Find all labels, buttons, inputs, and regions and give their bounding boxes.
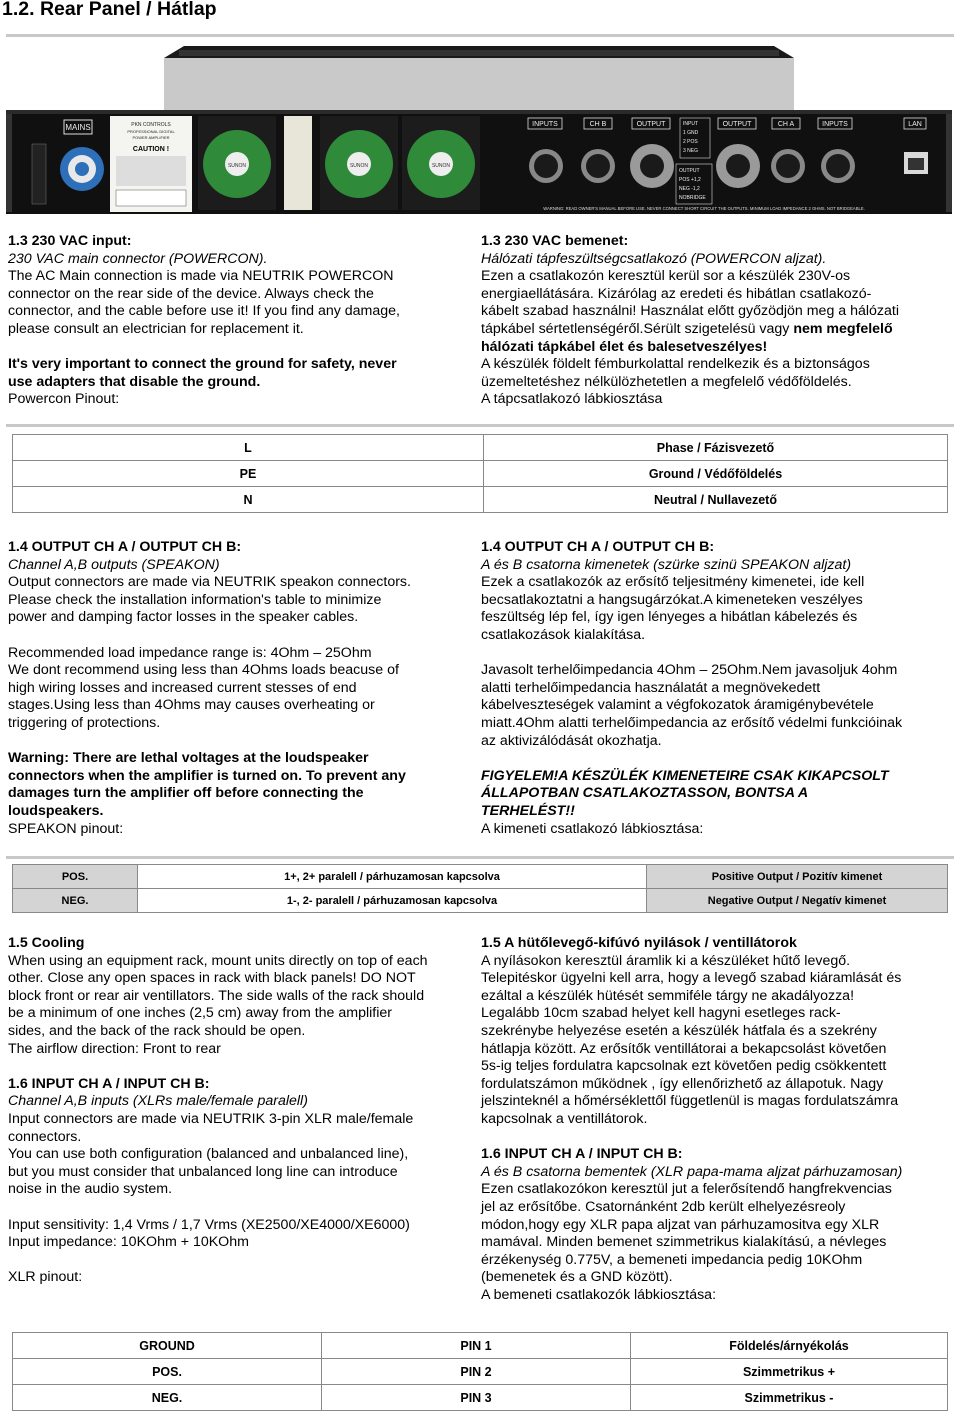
- xlr-connector: [821, 149, 855, 183]
- text-line: jel az erősítőbe. Csatornánként 2db került elhelyezésreoly: [481, 1198, 846, 1215]
- heading: 1.6 INPUT CH A / INPUT CH B:: [8, 1075, 210, 1092]
- speakon-connector: [716, 144, 760, 188]
- subtitle: Hálózati tápfeszültségcsatlakozó (POWERCON aljzat).: [481, 250, 827, 267]
- heading: 1.4 OUTPUT CH A / OUTPUT CH B:: [481, 539, 715, 555]
- table-cell: POS.: [13, 865, 138, 889]
- pinout-label: XLR pinout:: [8, 1269, 83, 1286]
- xlr-table: [12, 1332, 948, 1411]
- section-rule: [6, 424, 954, 427]
- table-cell: PIN 3: [322, 1385, 631, 1411]
- input-sensitivity: Input sensitivity: 1,4 Vrms / 1,7 Vrms (XE2500/XE4000/XE6000): [8, 1216, 410, 1233]
- xlr-connector: [581, 149, 615, 183]
- table-cell: GROUND: [13, 1333, 322, 1359]
- text-line: Input connectors are made via NEUTRIK 3-pin XLR male/female: [8, 1110, 414, 1127]
- xlr-connector: [529, 149, 563, 183]
- table-row: [13, 865, 948, 889]
- text-line: connectors.: [8, 1128, 82, 1145]
- section-1-3-en: [8, 233, 470, 409]
- text-line: módon,hogy egy XLR papa aljzat van párhuzamositva egy XLR: [481, 1216, 880, 1233]
- text-line: az aktivizálódását okozhatja.: [481, 732, 662, 749]
- text-line: but you must consider that unbalanced long line can introduce: [8, 1163, 398, 1180]
- svg-text:SUNON: SUNON: [431, 163, 451, 169]
- pinout-label: SPEAKON pinout:: [8, 820, 124, 837]
- section-1-5-1-6-hu: [481, 935, 955, 1304]
- table-cell: Szimmetrikus -: [631, 1385, 948, 1411]
- text-line: ezáltal a készülék hütését semmiféle tárgy ne akadályozza!: [481, 987, 855, 1004]
- table-cell: 1+, 2+ paralell / párhuzamosan kapcsolva: [138, 865, 647, 889]
- text-line: fordulatszámon működnek , így ellenőrizhető az állapotuk. Nagy: [481, 1075, 884, 1092]
- heading: 1.5 Cooling: [8, 935, 85, 951]
- heading: 1.4 OUTPUT CH A / OUTPUT CH B:: [8, 539, 242, 555]
- warning-strip: WARNING: READ OWNER'S MANUAL BEFORE USE. NEVER CONNECT SHORT CIRCUIT THE OUTPUTS. MINIMUM LOAD IMPEDANCE 2 OHMS. NOT BRIDGEABLE.: [543, 206, 865, 211]
- text-line: tápkábel sértetlenségéről.Sérült szigetelésü vagy nem megfelelő: [481, 320, 893, 337]
- brand-line3: POWER AMPLIFIER: [132, 135, 170, 140]
- text-line: block front or rear air ventillators. The side walls of the rack should: [8, 987, 425, 1004]
- label-ch-a: CH A: [777, 121, 795, 128]
- input-impedance: Input impedance: 10KOhm + 10KOhm: [8, 1234, 249, 1251]
- page-title: 1.2. Rear Panel / Hátlap: [2, 0, 217, 20]
- text-line: alatti terhelőimpedancia használatát a megnövekedett: [481, 679, 821, 696]
- table-cell: Positive Output / Pozitív kimenet: [647, 865, 948, 889]
- table-cell: NEG.: [13, 1385, 322, 1411]
- text-line: connector, and the cable before use it! If you find any damage,: [8, 303, 400, 320]
- text-line: The airflow direction: Front to rear: [8, 1040, 221, 1057]
- text-line: sides, and the back of the rack should be open.: [8, 1022, 306, 1039]
- table-row: [13, 461, 948, 487]
- rear-panel-image: [4, 44, 954, 216]
- text-line: Output connectors are made via NEUTRIK speakon connectors.: [8, 574, 411, 591]
- pinout-label: Powercon Pinout:: [8, 391, 120, 408]
- svg-text:2 POS: 2 POS: [683, 139, 698, 145]
- heading: 1.6 INPUT CH A / INPUT CH B:: [481, 1146, 683, 1163]
- svg-text:NEG -1,2: NEG -1,2: [679, 186, 700, 192]
- table-cell: PIN 1: [322, 1333, 631, 1359]
- section-1-3-hu: [481, 233, 951, 409]
- text-line: A nyílásokon keresztül áramlik ki a készüléket hűtő levegő.: [481, 952, 851, 969]
- pinout-label: A tápcsatlakozó lábkiosztása: [481, 391, 663, 408]
- table-cell: Neutral / Nullavezető: [484, 487, 948, 513]
- section-1-4-en: [8, 539, 470, 838]
- table-cell: NEG.: [13, 889, 138, 913]
- text-line: szekrénybe helyezése esetén a készülék hátfala és a szekrény: [481, 1022, 877, 1039]
- text-line: Ezek a csatlakozók az erősítő teljesitmény kimenetei, ide kell: [481, 574, 865, 591]
- warning-line: ÁLLAPOTBAN CSATLAKOZTASSON, BONTSA A: [481, 785, 809, 802]
- label-output-b: OUTPUT: [636, 121, 666, 128]
- label-ch-b: CH B: [589, 121, 607, 128]
- subtitle: 230 VAC main connector (POWERCON).: [8, 250, 268, 267]
- svg-text:POS +1,2: POS +1,2: [679, 177, 701, 183]
- warning-line: Warning: There are lethal voltages at the loudspeaker: [8, 750, 369, 767]
- text-line: other. Close any open spaces in rack with black panels! DO NOT: [8, 970, 416, 987]
- text-line: be a minimum of one inches (2,5 cm) away from the amplifier: [8, 1005, 392, 1022]
- table-cell: 1-, 2- paralell / párhuzamosan kapcsolva: [138, 889, 647, 913]
- text-line: Ezen a csatlakozón keresztül kerül sor a készülék 230V-os: [481, 268, 851, 285]
- table-cell: PIN 2: [322, 1359, 631, 1385]
- table-cell: N: [13, 487, 484, 513]
- heading: 1.3 230 VAC bemenet:: [481, 233, 629, 249]
- fan-icon: [198, 116, 276, 210]
- text-line: kábelveszteségek valamint a végfokozatok áramigénybevétele: [481, 697, 874, 714]
- caution-label: CAUTION !: [132, 146, 170, 153]
- label-inputs-b: INPUTS: [532, 121, 558, 128]
- text-line: (bemenetek és a GND között).: [481, 1269, 673, 1286]
- text-line: triggering of protections.: [8, 714, 161, 731]
- mains-label: MAINS: [65, 123, 91, 132]
- text-line: jelszinteknél a hőmérséklettől függetlenül is magas fordulatszámra: [481, 1093, 899, 1110]
- speakon-connector: [630, 144, 674, 188]
- subtitle: A és B csatorna bementek (XLR papa-mama aljzat párhuzamosan): [481, 1163, 903, 1180]
- table-cell: L: [13, 435, 484, 461]
- text-line: Ezen csatlakozókon keresztül jut a felerősítendő hangfrekvencias: [481, 1181, 892, 1198]
- text-line: 5s-ig teljes fordulatra kapcsolnak ezt követően pedig csökkentett: [481, 1058, 887, 1075]
- ground-warning: It's very important to connect the ground for safety, never: [8, 356, 397, 373]
- pinout-label: A kimeneti csatlakozó lábkiosztása:: [481, 820, 704, 837]
- text-line: Telepitéskor ügyelni kell arra, hogy a levegő szabad kiáramlását és: [481, 970, 902, 987]
- text-line: érzékenység 0.775V, a bemeneti impedancia pedig 10KOhm: [481, 1251, 863, 1268]
- svg-text:3 NEG: 3 NEG: [683, 148, 699, 154]
- text-line: hátlapja között. Az erősítők ventillátorai a bekapcsolást követően: [481, 1040, 887, 1057]
- svg-text:SUNON: SUNON: [349, 163, 369, 169]
- table-row: [13, 435, 948, 461]
- label-output-a: OUTPUT: [722, 121, 752, 128]
- emphasis: nem megfelelő: [793, 320, 893, 337]
- text-line: üzemeltetéshez nélkülözhetetlen a megfelelő védőföldelés.: [481, 373, 852, 390]
- text-line: When using an equipment rack, mount units directly on top of each: [8, 952, 428, 969]
- subtitle: A és B csatorna kimenetek (szürke szinü SPEAKON aljzat): [481, 556, 852, 573]
- text-line: high wiring losses and increased current stesses of end: [8, 679, 357, 696]
- speakon-table: [12, 864, 948, 913]
- table-cell: Negative Output / Negatív kimenet: [647, 889, 948, 913]
- subtitle: Channel A,B inputs (XLRs male/female paralell): [8, 1093, 308, 1110]
- svg-text:INPUT: INPUT: [683, 121, 698, 127]
- text-line: please consult an electrician for replacement it.: [8, 320, 304, 337]
- label-lan: LAN: [908, 121, 922, 128]
- text-line: noise in the audio system.: [8, 1181, 173, 1198]
- text-line: power and damping factor losses in the speaker cables.: [8, 609, 359, 626]
- text-line: Please check the installation information's table to minimize: [8, 591, 382, 608]
- pinout-label: A bemeneti csatlakozók lábkiosztása:: [481, 1286, 717, 1303]
- warning-line: loudspeakers.: [8, 802, 104, 819]
- text-line: You can use both configuration (balanced and unbalanced line),: [8, 1146, 409, 1163]
- warning-line: damages turn the amplifier off before connecting the: [8, 785, 364, 802]
- warning-line: connectors when the amplifier is turned on. To prevent any: [8, 767, 406, 784]
- svg-text:OUTPUT: OUTPUT: [679, 168, 700, 174]
- warning-line: TERHELÉST!!: [481, 802, 575, 819]
- danger-line: hálózati tápkábel élet és balesetveszélyes!: [481, 338, 768, 355]
- brand-line1: PKN CONTROLS: [131, 122, 171, 128]
- text-line: A készülék földelt fémburkolattal rendelkezik és a biztonságos: [481, 356, 870, 373]
- table-cell: Ground / Védőföldelés: [484, 461, 948, 487]
- header-rule: [6, 34, 954, 37]
- table-row: [13, 1333, 948, 1359]
- text-line: energiaellátására. Kizárólag az eredeti és hibátlan csatlakozó-: [481, 285, 872, 302]
- table-cell: Szimmetrikus +: [631, 1359, 948, 1385]
- svg-text:SUNON: SUNON: [227, 163, 247, 169]
- svg-text:1 GND: 1 GND: [683, 130, 699, 136]
- section-1-4-hu: [481, 539, 951, 838]
- text-line: Recommended load impedance range is: 4Ohm – 25Ohm: [8, 644, 372, 661]
- table-cell: Phase / Fázisvezető: [484, 435, 948, 461]
- text-line: kábelt szabad használni! Használat előtt győzödjön meg a hálózati: [481, 303, 900, 320]
- table-cell: Földelés/árnyékolás: [631, 1333, 948, 1359]
- table-row: [13, 889, 948, 913]
- text-line: feszültség lép fel, így igen lényeges a hibátlan kábelezés és: [481, 609, 858, 626]
- text-line: Legalább 10cm szabad helyet kell hagyni esetleges rack-: [481, 1005, 841, 1022]
- table-row: [13, 487, 948, 513]
- svg-text:NOBRIDGE: NOBRIDGE: [679, 195, 706, 201]
- xlr-connector: [771, 149, 805, 183]
- table-cell: POS.: [13, 1359, 322, 1385]
- text-line: The AC Main connection is made via NEUTRIK POWERCON: [8, 268, 394, 285]
- brand-line2: PROFESSIONAL DIGITAL: [127, 129, 175, 134]
- text-line: mamával. Minden bemenet szimmetrikus kialakítású, a névleges: [481, 1234, 887, 1251]
- section-rule: [6, 856, 954, 859]
- fan-icon: [402, 116, 480, 210]
- label-inputs-a: INPUTS: [822, 121, 848, 128]
- table-cell: PE: [13, 461, 484, 487]
- heading: 1.5 A hütőlevegő-kifúvó nyilások / ventillátorok: [481, 935, 797, 951]
- section-1-5-1-6-en: [8, 935, 478, 1287]
- table-row: [13, 1359, 948, 1385]
- powercon-table: [12, 434, 948, 513]
- warning-line: FIGYELEM!A KÉSZÜLÉK KIMENETEIRE CSAK KIKAPCSOLT: [481, 767, 889, 784]
- text-line: kapcsolnak a ventillátorok.: [481, 1110, 648, 1127]
- fan-icon: [320, 116, 398, 210]
- heading: 1.3 230 VAC input:: [8, 233, 132, 249]
- ground-warning: use adapters that disable the ground.: [8, 373, 261, 390]
- text-line: connector on the rear side of the device. Always check the: [8, 285, 374, 302]
- subtitle: Channel A,B outputs (SPEAKON): [8, 556, 220, 573]
- table-row: [13, 1385, 948, 1411]
- text-line: We dont recommend using less than 4Ohms loads beacuse of: [8, 662, 399, 679]
- text-line: csatlakozások kialakítása.: [481, 626, 646, 643]
- text-line: becsatlakoztatni a hangsugárzókat.A kimeneteken veszélyes: [481, 591, 863, 608]
- text-line: stages.Using less than 4Ohms may causes overheating or: [8, 697, 375, 714]
- text-line: Javasolt terhelőimpedancia 4Ohm – 25Ohm.Nem javasoljuk 4ohm: [481, 662, 898, 679]
- text-line: miatt.4Ohm alatti terhelőimpedancia az erősítő védelmi funkcióinak: [481, 714, 903, 731]
